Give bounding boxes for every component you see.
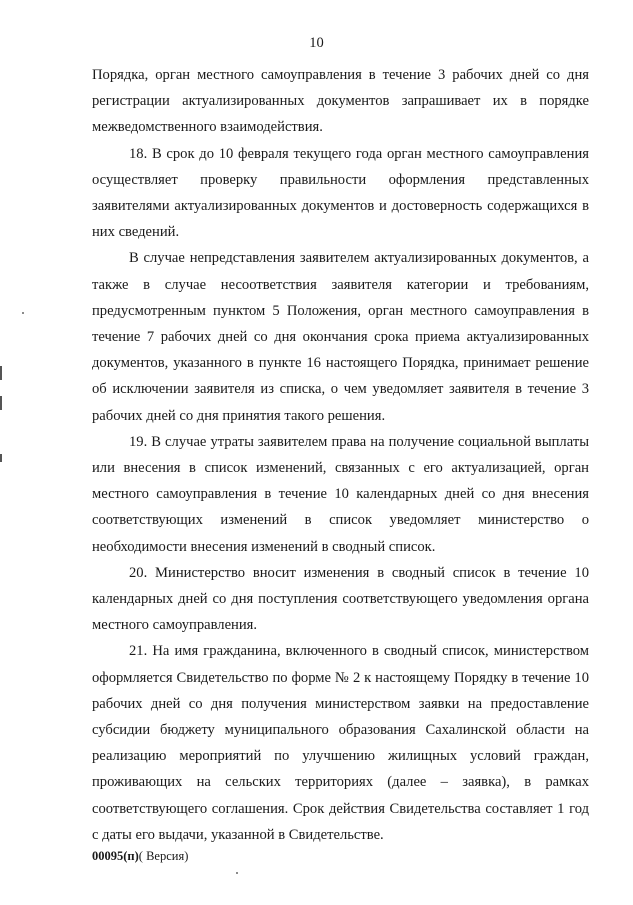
document-code: 00095(п) xyxy=(92,849,139,863)
page-number: 10 xyxy=(309,35,324,51)
paragraph-20: 20. Министерство вносит изменения в сводный список в течение 10 календарных дней со дня поступления соответствующего уведомления органа местного самоуправления. xyxy=(92,564,589,634)
paragraph-exclusion: В случае непредставления заявителем актуализированных документов, а также в случае несоответствия заявителя категории и требованиям, предусмотренным пунктом 5 Положения, орган местного самоуправления в течение 7 рабочих дней со дня окончания срока приема актуализированных документов, указанного в пункте 16 настоящего Порядка, принимает решение об исключении заявителя из списка, о чем уведомляет заявителя в течение 3 рабочих дней со дня принятия такого решения. xyxy=(92,250,589,424)
document-body xyxy=(92,62,589,848)
scan-edge-mark xyxy=(0,366,2,380)
paragraph-18: 18. В срок до 10 февраля текущего года орган местного самоуправления осуществляет проверку правильности оформления представленных заявителями актуализированных документов и достоверность содержащихся в них сведений. xyxy=(92,145,589,241)
scan-edge-mark xyxy=(0,396,2,410)
scan-speck xyxy=(22,312,24,314)
document-footer xyxy=(92,849,188,864)
document-version: ( Версия) xyxy=(138,849,189,863)
paragraph-21: 21. На имя гражданина, включенного в сводный список, министерством оформляется Свидетельство по форме № 2 к настоящему Порядку в течение 10 рабочих дней со дня получения министерством заявки на предоставление субсидии бюджету муниципального образования Сахалинской области на реализацию мероприятий по улучшению жилищных условий граждан, проживающих на сельских территориях (далее – заявка), в рамках соответствующего соглашения. Срок действия Свидетельства составляет 1 год с даты его выдачи, указанной в Свидетельстве. xyxy=(92,643,589,843)
scan-speck xyxy=(236,872,238,874)
paragraph-19: 19. В случае утраты заявителем права на получение социальной выплаты или внесения в список изменений, связанных с его актуализацией, орган местного самоуправления в течение 10 календарных дней со дня внесения соответствующих изменений в список уведомляет министерство о необходимости внесения изменений в сводный список. xyxy=(92,433,589,555)
paragraph-continuation: Порядка, орган местного самоуправления в течение 3 рабочих дней со дня регистрации актуализированных документов запрашивает их в порядке межведомственного взаимодействия. xyxy=(92,67,589,136)
scan-edge-mark xyxy=(0,454,2,462)
